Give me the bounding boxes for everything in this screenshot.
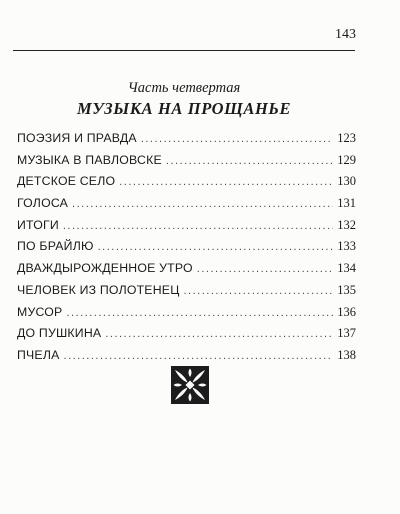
dot-leader [64, 346, 334, 368]
table-of-contents [17, 128, 356, 367]
toc-entry-page: 137 [337, 326, 356, 341]
toc-entry-title: ДЕТСКОЕ СЕЛО [17, 174, 116, 189]
toc-entry-page: 138 [337, 347, 356, 362]
part-label: Часть четвертая [127, 80, 241, 96]
dot-leader [63, 216, 333, 238]
toc-entry [17, 258, 356, 280]
toc-entry-page: 135 [337, 282, 356, 297]
dot-leader [119, 172, 333, 194]
toc-entry-title: ДВАЖДЫРОЖДЕННОЕ УТРО [17, 261, 193, 276]
toc-entry [17, 193, 356, 215]
dot-leader [166, 151, 333, 173]
toc-entry-title: ДО ПУШКИНА [17, 326, 102, 341]
toc-entry-page: 134 [337, 261, 356, 276]
toc-entry [17, 345, 356, 367]
header-rule [13, 50, 355, 51]
toc-entry-title: ИТОГИ [17, 217, 59, 232]
toc-entry-title: ГОЛОСА [17, 196, 69, 211]
toc-entry [17, 302, 356, 324]
toc-entry [17, 280, 356, 302]
toc-entry [17, 171, 356, 193]
toc-entry-page: 132 [337, 217, 356, 232]
toc-entry [17, 128, 356, 150]
toc-entry-page: 133 [337, 239, 356, 254]
dot-leader [66, 303, 333, 325]
toc-entry-page: 123 [337, 131, 356, 145]
part-title: МУЗЫКА НА ПРОЩАНЬЕ [76, 99, 292, 118]
toc-entry [17, 323, 356, 345]
dot-leader [105, 324, 333, 346]
toc-entry-title: ПОЭЗИЯ И ПРАВДА [17, 131, 137, 145]
toc-entry-title: МУЗЫКА В ПАВЛОВСКЕ [17, 152, 162, 167]
dot-leader [184, 281, 334, 303]
toc-entry-page: 129 [337, 152, 356, 167]
toc-entry [17, 236, 356, 258]
dot-leader [98, 237, 334, 259]
dot-leader [197, 259, 333, 281]
toc-entry [17, 215, 356, 237]
page-number: 143 [335, 27, 356, 42]
toc-entry-page: 136 [337, 304, 356, 319]
toc-entry-page: 130 [337, 174, 356, 189]
floral-diamond-icon [171, 366, 209, 404]
toc-entry [17, 150, 356, 172]
dot-leader [141, 129, 333, 151]
dot-leader [72, 194, 333, 216]
toc-entry-title: ЧЕЛОВЕК ИЗ ПОЛОТЕНЕЦ [17, 282, 180, 297]
toc-entry-page: 131 [337, 196, 356, 211]
toc-entry-title: ПО БРАЙЛЮ [17, 239, 94, 254]
toc-entry-title: МУСОР [17, 304, 63, 319]
toc-entry-title: ПЧЕЛА [17, 347, 60, 362]
